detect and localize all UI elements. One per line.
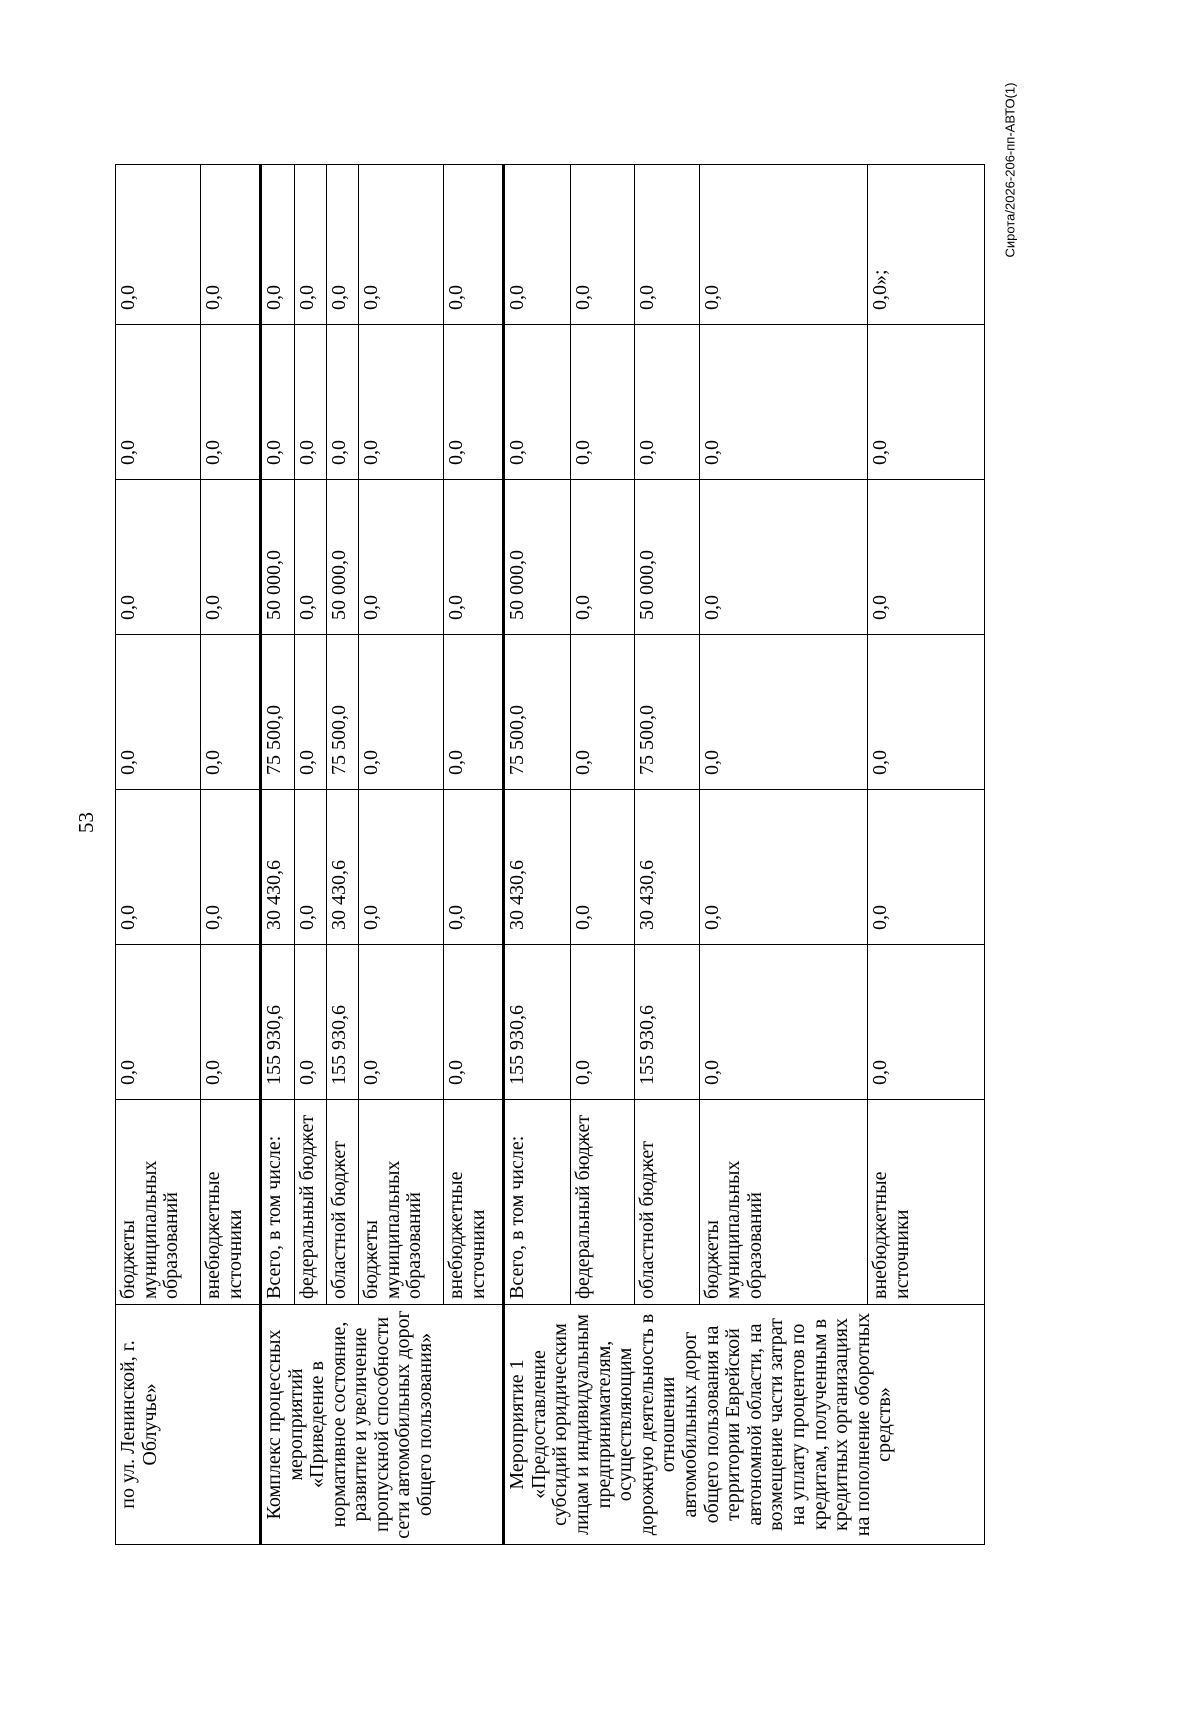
value-cell-year-1: 0,0 xyxy=(201,945,261,1100)
value-cell-year-2: 0,0 xyxy=(359,790,444,945)
value-cell-year-5: 0,0 xyxy=(570,325,634,480)
funding-source-cell: внебюджетные источники xyxy=(444,1100,504,1305)
value-cell-year-3: 0,0 xyxy=(294,635,326,790)
value-cell-year-3: 0,0 xyxy=(699,635,868,790)
document-code: Сирота/2026-206-пп-АВТО(1) xyxy=(1002,82,1018,258)
value-cell-year-6: 0,0 xyxy=(116,165,201,325)
value-cell-year-1: 0,0 xyxy=(570,945,634,1100)
value-cell-year-6: 0,0 xyxy=(359,165,444,325)
value-cell-year-5: 0,0 xyxy=(294,325,326,480)
funding-source-cell: внебюджетные источники xyxy=(201,1100,261,1305)
funding-source-cell: областной бюджет xyxy=(635,1100,699,1305)
value-cell-year-4: 0,0 xyxy=(570,480,634,635)
value-cell-year-2: 0,0 xyxy=(294,790,326,945)
funding-source-cell: Всего, в том числе: xyxy=(260,1100,294,1305)
table-row xyxy=(116,165,201,1545)
value-cell-year-1: 0,0 xyxy=(868,945,985,1100)
value-cell-year-3: 75 500,0 xyxy=(326,635,358,790)
funding-source-cell: Всего, в том числе: xyxy=(504,1100,571,1305)
value-cell-year-4: 0,0 xyxy=(201,480,261,635)
event-name-cell: Мероприятие 1 «Предоставление субсидий юридическим лицам и индивидуальным предпринимателям, осуществляющим дорожную деятельность в отношении автомобильных дорог общего пользования на территории Еврейской автономной области, на возмещение части затрат на уплату процентов по кредитам, полученным в кредитных организациях на пополнение оборотных средств» xyxy=(504,1305,985,1545)
value-cell-year-2: 0,0 xyxy=(201,790,261,945)
funding-source-cell: бюджеты муниципальных образований xyxy=(699,1100,868,1305)
value-cell-year-3: 75 500,0 xyxy=(260,635,294,790)
value-cell-year-4: 50 000,0 xyxy=(326,480,358,635)
value-cell-year-6: 0,0 xyxy=(635,165,699,325)
value-cell-year-6: 0,0 xyxy=(699,165,868,325)
value-cell-year-2: 0,0 xyxy=(868,790,985,945)
value-cell-year-2: 0,0 xyxy=(116,790,201,945)
value-cell-year-6: 0,0 xyxy=(201,165,261,325)
value-cell-year-2: 0,0 xyxy=(444,790,504,945)
funding-source-cell: федеральный бюджет xyxy=(570,1100,634,1305)
value-cell-year-4: 0,0 xyxy=(444,480,504,635)
value-cell-year-5: 0,0 xyxy=(868,325,985,480)
table-row xyxy=(504,165,571,1545)
budget-table-rotated xyxy=(115,165,985,1545)
value-cell-year-2: 30 430,6 xyxy=(635,790,699,945)
page-number: 53 xyxy=(74,812,98,833)
value-cell-year-4: 0,0 xyxy=(116,480,201,635)
value-cell-year-3: 0,0 xyxy=(116,635,201,790)
event-name-cell: Комплекс процессных мероприятий «Приведение в нормативное состояние, развитие и увеличение пропускной способности сети автомобильных дорог общего пользования» xyxy=(260,1305,503,1545)
value-cell-year-6: 0,0 xyxy=(570,165,634,325)
value-cell-year-5: 0,0 xyxy=(699,325,868,480)
funding-source-cell: федеральный бюджет xyxy=(294,1100,326,1305)
value-cell-year-5: 0,0 xyxy=(635,325,699,480)
budget-table xyxy=(115,164,985,1545)
value-cell-year-2: 0,0 xyxy=(699,790,868,945)
value-cell-year-1: 155 930,6 xyxy=(326,945,358,1100)
value-cell-year-4: 50 000,0 xyxy=(504,480,571,635)
funding-source-cell: бюджеты муниципальных образований xyxy=(116,1100,201,1305)
value-cell-year-1: 155 930,6 xyxy=(635,945,699,1100)
value-cell-year-6: 0,0 xyxy=(444,165,504,325)
value-cell-year-4: 0,0 xyxy=(699,480,868,635)
funding-source-cell: бюджеты муниципальных образований xyxy=(359,1100,444,1305)
value-cell-year-4: 50 000,0 xyxy=(260,480,294,635)
value-cell-year-1: 0,0 xyxy=(116,945,201,1100)
value-cell-year-3: 0,0 xyxy=(359,635,444,790)
value-cell-year-6: 0,0 xyxy=(504,165,571,325)
value-cell-year-4: 50 000,0 xyxy=(635,480,699,635)
value-cell-year-5: 0,0 xyxy=(359,325,444,480)
value-cell-year-6: 0,0»; xyxy=(868,165,985,325)
value-cell-year-3: 0,0 xyxy=(868,635,985,790)
value-cell-year-4: 0,0 xyxy=(294,480,326,635)
value-cell-year-4: 0,0 xyxy=(359,480,444,635)
value-cell-year-6: 0,0 xyxy=(260,165,294,325)
value-cell-year-1: 155 930,6 xyxy=(260,945,294,1100)
value-cell-year-4: 0,0 xyxy=(868,480,985,635)
funding-source-cell: областной бюджет xyxy=(326,1100,358,1305)
value-cell-year-5: 0,0 xyxy=(444,325,504,480)
value-cell-year-3: 0,0 xyxy=(570,635,634,790)
table-row xyxy=(260,165,294,1545)
value-cell-year-3: 0,0 xyxy=(444,635,504,790)
value-cell-year-6: 0,0 xyxy=(294,165,326,325)
value-cell-year-2: 30 430,6 xyxy=(326,790,358,945)
value-cell-year-5: 0,0 xyxy=(326,325,358,480)
value-cell-year-5: 0,0 xyxy=(116,325,201,480)
value-cell-year-1: 0,0 xyxy=(359,945,444,1100)
event-name-cell: по ул. Ленинской, г. Облучье» xyxy=(116,1305,261,1545)
value-cell-year-5: 0,0 xyxy=(260,325,294,480)
value-cell-year-3: 0,0 xyxy=(201,635,261,790)
value-cell-year-6: 0,0 xyxy=(326,165,358,325)
value-cell-year-1: 0,0 xyxy=(699,945,868,1100)
value-cell-year-2: 30 430,6 xyxy=(504,790,571,945)
value-cell-year-2: 30 430,6 xyxy=(260,790,294,945)
value-cell-year-5: 0,0 xyxy=(504,325,571,480)
value-cell-year-1: 0,0 xyxy=(444,945,504,1100)
value-cell-year-3: 75 500,0 xyxy=(504,635,571,790)
value-cell-year-1: 0,0 xyxy=(294,945,326,1100)
value-cell-year-2: 0,0 xyxy=(570,790,634,945)
funding-source-cell: внебюджетные источники xyxy=(868,1100,985,1305)
value-cell-year-1: 155 930,6 xyxy=(504,945,571,1100)
value-cell-year-3: 75 500,0 xyxy=(635,635,699,790)
value-cell-year-5: 0,0 xyxy=(201,325,261,480)
